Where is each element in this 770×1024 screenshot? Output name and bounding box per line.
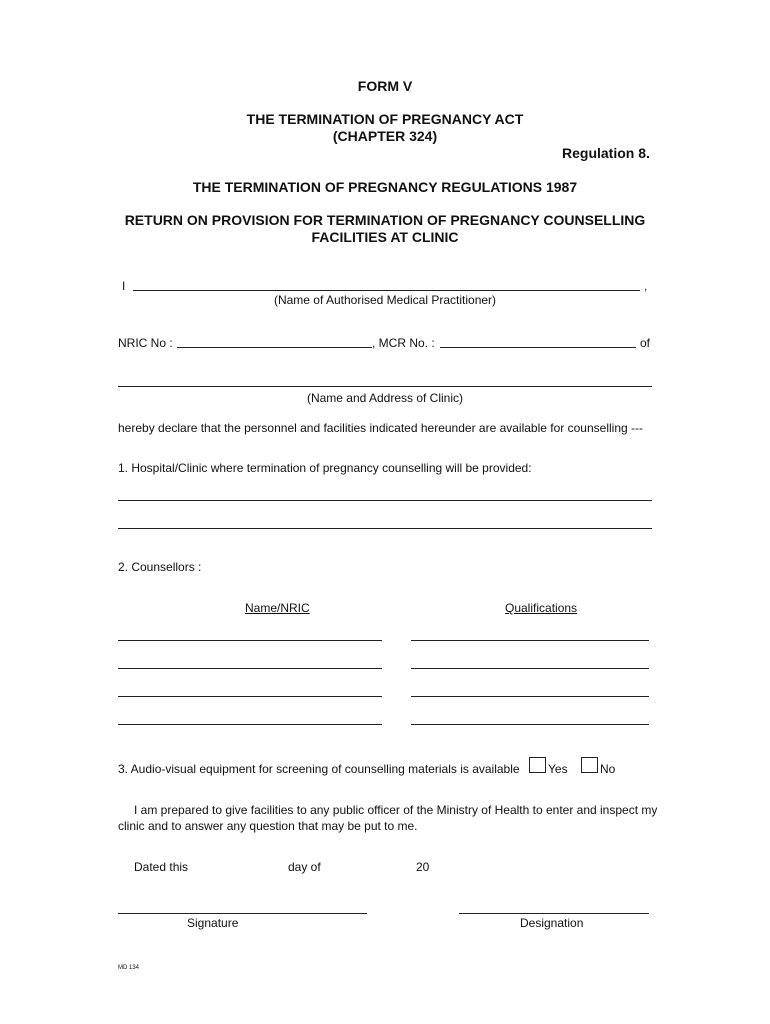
form-number: FORM V (357, 78, 413, 94)
hospital-clinic-field-1[interactable] (118, 500, 652, 501)
return-title-line2: FACILITIES AT CLINIC (311, 229, 459, 245)
clinic-name-address-field[interactable] (118, 386, 652, 387)
regulations-title: THE TERMINATION OF PREGNANCY REGULATIONS 1987 (192, 179, 578, 195)
undertaking-line1: I am prepared to give facilities to any public officer of the Ministry of Health to enter and inspect my (134, 803, 658, 817)
year-label: 20 (416, 860, 430, 874)
nric-label: NRIC No : (118, 336, 173, 350)
name-comma: , (644, 279, 648, 293)
section2-title: 2. Counsellors : (118, 560, 202, 574)
declaration-text: hereby declare that the personnel and facilities indicated hereunder are available for counselling --- (118, 421, 643, 435)
counsellor-qual-field-1[interactable] (411, 640, 649, 641)
counsellor-qual-field-2[interactable] (411, 668, 649, 669)
counsellor-name-field-4[interactable] (118, 724, 382, 725)
col-qualifications: Qualifications (505, 601, 578, 615)
section1-text: 1. Hospital/Clinic where termination of pregnancy counselling will be provided: (118, 461, 532, 475)
counsellor-qual-field-3[interactable] (411, 696, 649, 697)
section3-text: 3. Audio-visual equipment for screening of counselling materials is available (118, 762, 520, 776)
counsellor-name-field-3[interactable] (118, 696, 382, 697)
no-label: No (600, 762, 616, 776)
of-label: of (640, 336, 651, 350)
signature-field[interactable] (118, 913, 367, 914)
practitioner-name-caption: (Name of Authorised Medical Practitioner) (273, 293, 497, 307)
counsellor-qual-field-4[interactable] (411, 724, 649, 725)
regulation-label: Regulation 8. (562, 145, 650, 161)
chapter-label: (CHAPTER 324) (332, 128, 438, 144)
counsellor-name-field-1[interactable] (118, 640, 382, 641)
yes-label: Yes (548, 762, 568, 776)
counsellor-name-field-2[interactable] (118, 668, 382, 669)
form-code: MD 134 (118, 965, 140, 971)
mcr-label: , MCR No. : (372, 336, 435, 350)
nric-field[interactable] (177, 347, 372, 348)
dated-this-label: Dated this (134, 860, 189, 874)
yes-checkbox[interactable] (529, 757, 546, 773)
i-label: I (122, 279, 126, 293)
no-checkbox[interactable] (581, 757, 598, 773)
practitioner-name-field[interactable] (133, 290, 640, 291)
return-title-line1: RETURN ON PROVISION FOR TERMINATION OF PREGNANCY COUNSELLING (124, 212, 646, 228)
act-title: THE TERMINATION OF PREGNANCY ACT (246, 111, 524, 127)
signature-label: Signature (187, 916, 239, 930)
designation-field[interactable] (459, 913, 649, 914)
undertaking-line2: clinic and to answer any question that may be put to me. (118, 819, 418, 833)
mcr-field[interactable] (440, 347, 636, 348)
col-name-nric: Name/NRIC (245, 601, 310, 615)
hospital-clinic-field-2[interactable] (118, 528, 652, 529)
day-of-label: day of (288, 860, 321, 874)
clinic-caption: (Name and Address of Clinic) (306, 391, 464, 405)
designation-label: Designation (520, 916, 584, 930)
